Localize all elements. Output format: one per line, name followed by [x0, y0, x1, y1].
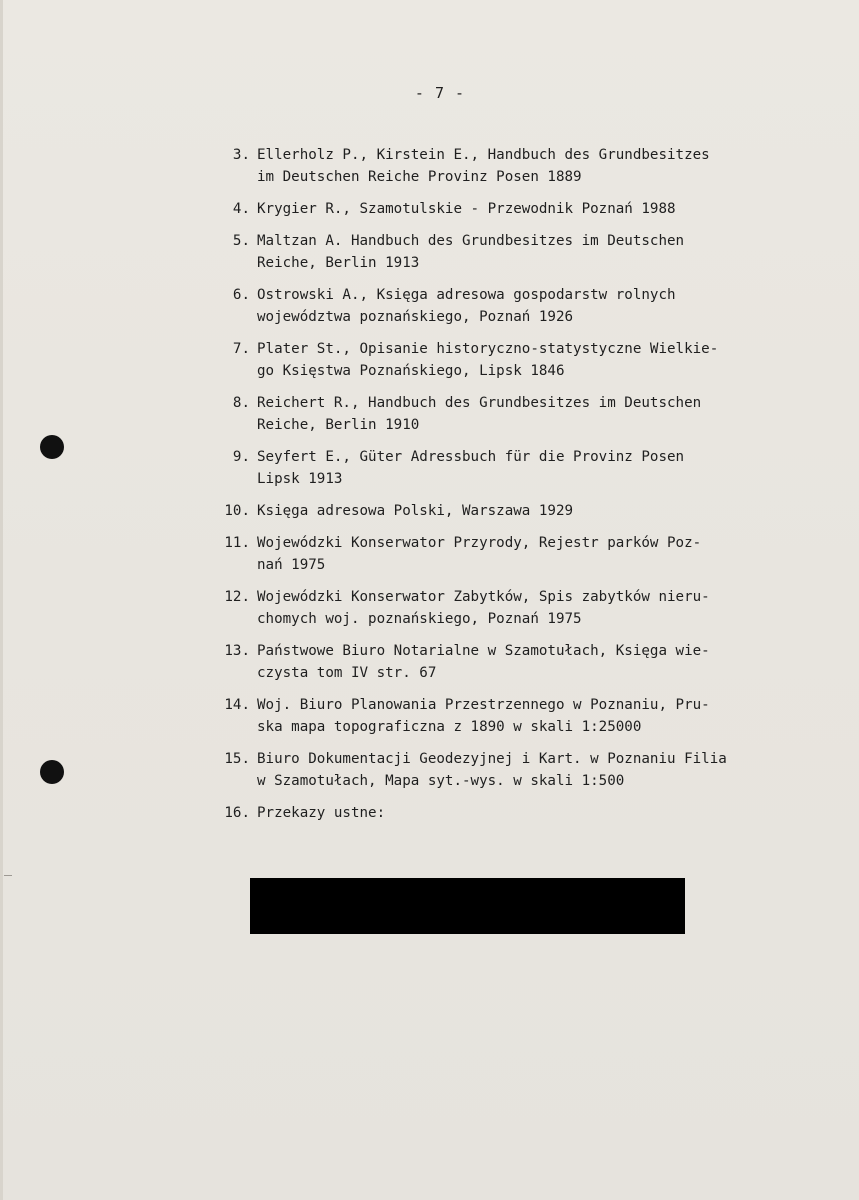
reference-list — [200, 144, 840, 834]
reference-line: Plater St., Opisanie historyczno-statystyczne Wielkie- — [257, 341, 719, 357]
reference-line: w Szamotułach, Mapa syt.-wys. w skali 1:500 — [257, 773, 625, 789]
reference-text — [257, 144, 840, 188]
punch-hole-icon — [40, 760, 64, 784]
reference-number: 13. — [224, 643, 250, 659]
reference-line: województwa poznańskiego, Poznań 1926 — [257, 309, 574, 325]
reference-line: im Deutschen Reiche Provinz Posen 1889 — [257, 169, 582, 185]
reference-line: Przekazy ustne: — [257, 805, 386, 821]
reference-item — [200, 586, 840, 630]
reference-item — [200, 802, 840, 824]
reference-line: ska mapa topograficzna z 1890 w skali 1:25000 — [257, 719, 642, 735]
reference-item — [200, 532, 840, 576]
reference-text — [257, 532, 840, 576]
reference-number: 12. — [224, 589, 250, 605]
reference-text — [257, 500, 840, 522]
reference-item — [200, 338, 840, 382]
reference-number: 7. — [232, 341, 250, 357]
reference-number: 11. — [224, 535, 250, 551]
reference-line: Reichert R., Handbuch des Grundbesitzes im Deutschen — [257, 395, 702, 411]
reference-line: chomych woj. poznańskiego, Poznań 1975 — [257, 611, 582, 627]
reference-number: 3. — [232, 147, 250, 163]
reference-text — [257, 338, 840, 382]
reference-line: Państwowe Biuro Notarialne w Szamotułach, Księga wie- — [257, 643, 710, 659]
reference-number: 10. — [224, 503, 250, 519]
reference-line: czysta tom IV str. 67 — [257, 665, 437, 681]
reference-number: 4. — [232, 201, 250, 217]
reference-line: Wojewódzki Konserwator Przyrody, Rejestr parków Poz- — [257, 535, 702, 551]
reference-text — [257, 802, 840, 824]
reference-item — [200, 392, 840, 436]
margin-mark — [4, 875, 12, 876]
reference-number: 14. — [224, 697, 250, 713]
reference-line: Reiche, Berlin 1913 — [257, 255, 420, 271]
reference-item — [200, 230, 840, 274]
reference-item — [200, 198, 840, 220]
reference-line: Biuro Dokumentacji Geodezyjnej i Kart. w Poznaniu Filia — [257, 751, 727, 767]
reference-line: Ostrowski A., Księga adresowa gospodarstw rolnych — [257, 287, 676, 303]
reference-item — [200, 446, 840, 490]
reference-line: go Księstwa Poznańskiego, Lipsk 1846 — [257, 363, 565, 379]
reference-item — [200, 694, 840, 738]
reference-item — [200, 640, 840, 684]
reference-line: Seyfert E., Güter Adressbuch für die Provinz Posen — [257, 449, 685, 465]
reference-number: 5. — [232, 233, 250, 249]
reference-number: 8. — [232, 395, 250, 411]
redaction-block — [250, 878, 685, 934]
reference-line: Lipsk 1913 — [257, 471, 343, 487]
reference-text — [257, 198, 840, 220]
reference-text — [257, 748, 840, 792]
reference-item — [200, 748, 840, 792]
reference-item — [200, 144, 840, 188]
reference-text — [257, 586, 840, 630]
reference-text — [257, 694, 840, 738]
reference-line: Wojewódzki Konserwator Zabytków, Spis zabytków nieru- — [257, 589, 710, 605]
reference-line: Krygier R., Szamotulskie - Przewodnik Poznań 1988 — [257, 201, 676, 217]
reference-number: 15. — [224, 751, 250, 767]
reference-text — [257, 640, 840, 684]
punch-hole-icon — [40, 435, 64, 459]
reference-item — [200, 500, 840, 522]
reference-line: Maltzan A. Handbuch des Grundbesitzes im Deutschen — [257, 233, 685, 249]
reference-text — [257, 446, 840, 490]
reference-line: nań 1975 — [257, 557, 326, 573]
reference-text — [257, 230, 840, 274]
page-number: - 7 - — [414, 84, 466, 102]
reference-number: 9. — [232, 449, 250, 465]
reference-number: 16. — [224, 805, 250, 821]
reference-item — [200, 284, 840, 328]
reference-line: Ellerholz P., Kirstein E., Handbuch des Grundbesitzes — [257, 147, 710, 163]
reference-text — [257, 392, 840, 436]
reference-line: Księga adresowa Polski, Warszawa 1929 — [257, 503, 574, 519]
reference-line: Woj. Biuro Planowania Przestrzennego w Poznaniu, Pru- — [257, 697, 710, 713]
reference-line: Reiche, Berlin 1910 — [257, 417, 420, 433]
reference-text — [257, 284, 840, 328]
reference-number: 6. — [232, 287, 250, 303]
